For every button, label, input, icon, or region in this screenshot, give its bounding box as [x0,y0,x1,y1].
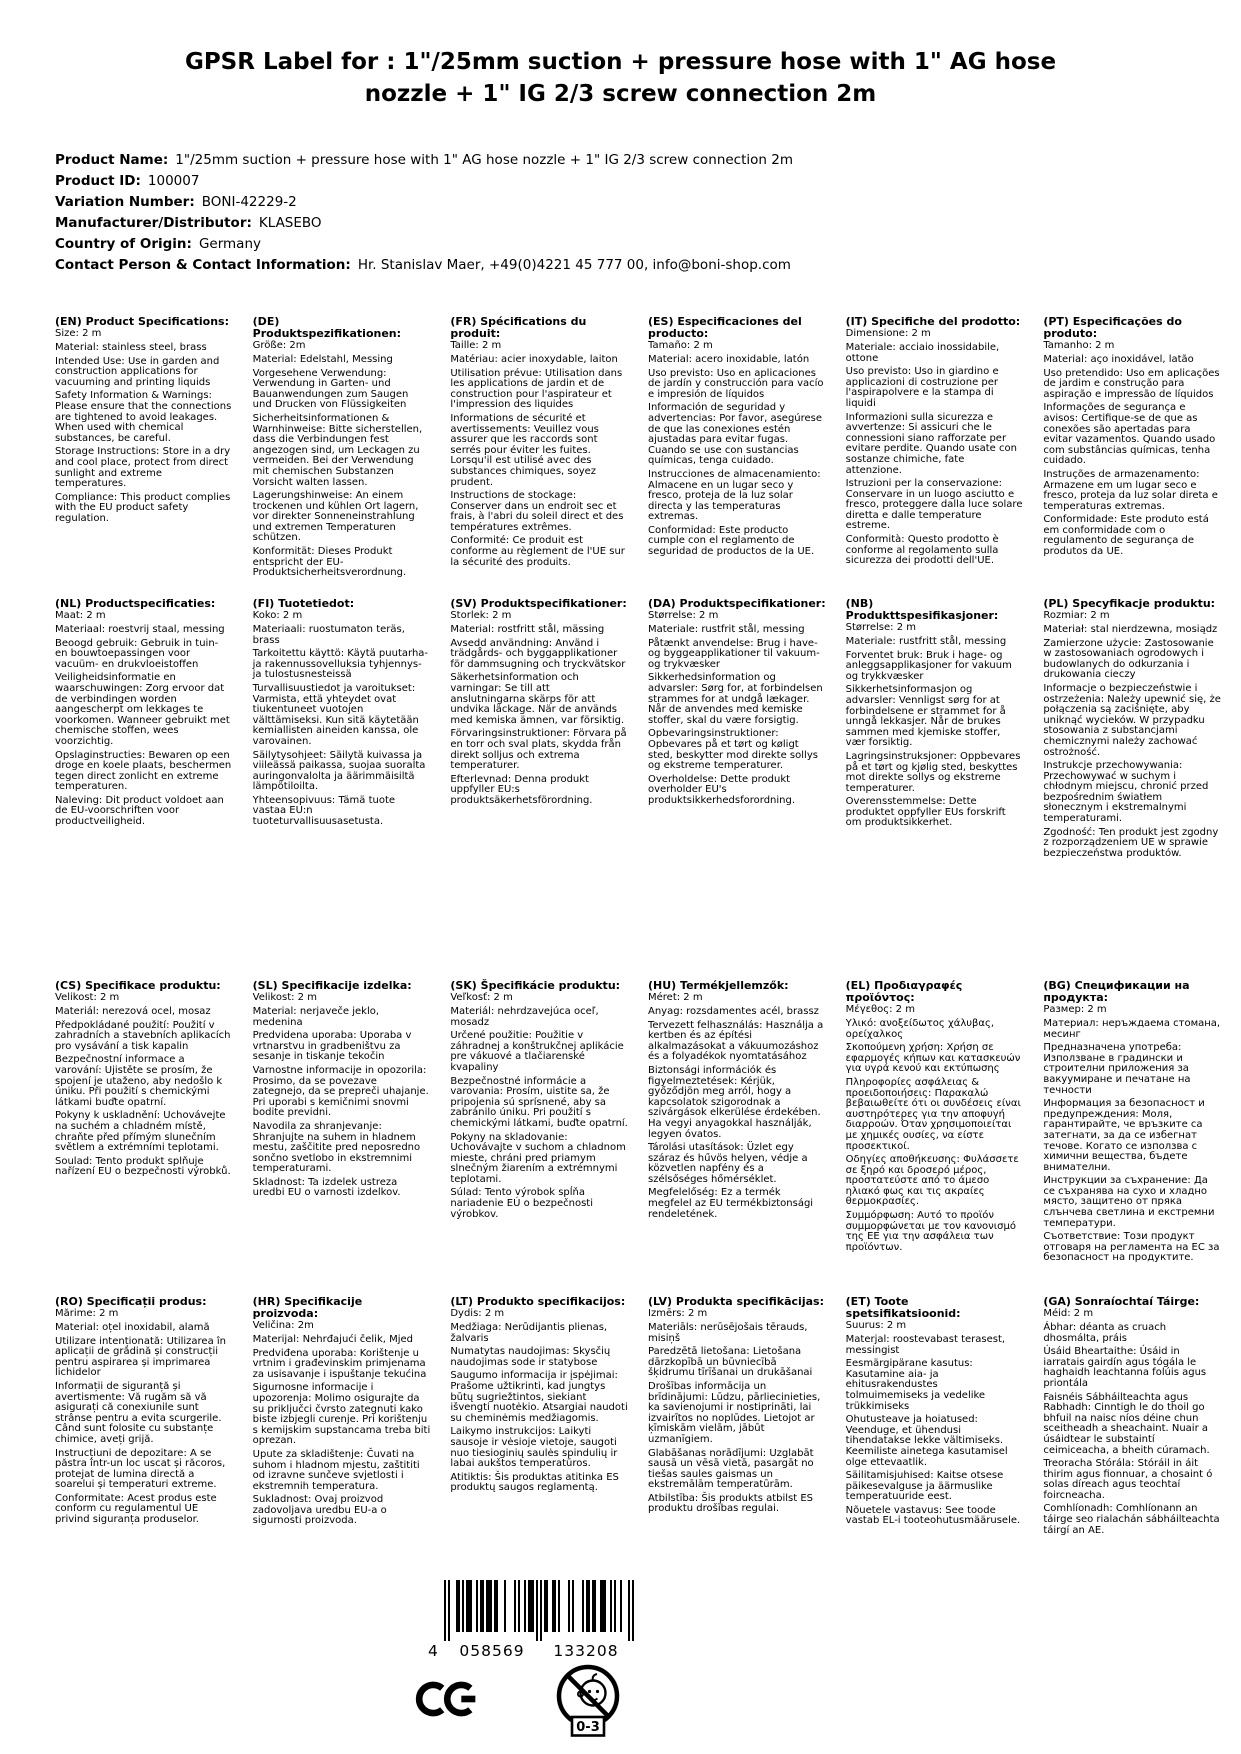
spec-paragraph: Informacje o bezpieczeństwie i ostrzeżenia: Należy upewnić się, że połączenia są zaciśnięte, aby uniknąć wycieków. W przypadku stosowania z substancjami chemicznymi należy zachować ostrożność. [1043,682,1221,758]
spec-paragraph: Pokyny k uskladnění: Uchovávejte na suchém a chladném místě, chraňte před přímým slunečním světlem a extrémními teplotami. [55,1110,226,1154]
spec-paragraph: Informações de segurança e avisos: Certifique-se de que as conexões são apertadas para evitar vazamentos. Quando usado com substâncias químicas, tenha cuidado. [1043,402,1216,467]
spec-paragraph: Konformität: Dieses Produkt entspricht der EU-Produktsicherheitsverordnung. [252,546,407,579]
spec-paragraph: Størrelse: 2 m [648,610,719,622]
spec-paragraph: Predvidena uporaba: Uporaba v vrtnarstvu in gradbeništvu za sesanje in tiskanje tekočin [252,1030,412,1063]
spec-block-title: (NL) Productspecificaties: [55,597,216,611]
spec-paragraph: Medžiaga: Nerūdijantis plienas, žalvaris [450,1321,608,1344]
spec-block-hu [648,980,826,1220]
spec-paragraph: Upute za skladištenje: Čuvati na suhom i hladnom mjestu, zaštititi od izravne sunčeve svjetlosti i ekstremnih temperatura. [252,1448,420,1492]
barcode-digit-group-right: 133208 [553,1642,619,1660]
spec-paragraph: Материал: неръждаема стомана, месинг [1043,1017,1221,1040]
barcode-digit-group-left: 058569 [459,1642,525,1660]
spec-block-et [846,1296,1024,1527]
spec-block-lv [648,1296,826,1515]
spec-paragraph: Dimensione: 2 m [845,328,931,340]
spec-block-title: (FI) Tuotetiedot: [252,597,355,611]
spec-block-title: (HU) Termékjellemzők: [648,979,789,993]
spec-paragraph: Material: oțel inoxidabil, alamă [55,1321,210,1333]
spec-paragraph: Material: Edelstahl, Messing [252,353,393,365]
spec-block-title: (PT) Especificações do produto: [1043,315,1182,341]
spec-paragraph: Sigurnosne informacije i upozorenja: Molimo osigurajte da su priključci čvrsto zategnuti kako biste izbjegli curenje. Pri korištenju s kemijskim supstancama treba biti oprezan. [252,1382,431,1447]
age-warning-label: 0-3 [576,1720,600,1735]
product-info-label: Country of Origin: [55,236,192,253]
spec-block-de [253,316,431,578]
spec-paragraph: Suurus: 2 m [845,1320,907,1332]
spec-block-title: (SV) Produktspecifikationer: [450,597,627,611]
spec-block-title: (LV) Produkta specifikācijas: [648,1295,824,1309]
spec-block-title: (DA) Produktspecifikationer: [648,597,826,611]
spec-paragraph: Tamaño: 2 m [648,340,713,352]
spec-block-nb [846,598,1024,829]
spec-paragraph: Οδηγίες αποθήκευσης: Φυλάσσετε σε ξηρό και δροσερό μέρος, προστατεύστε από το άμεσο ηλιακό φως και τις ακραίες θερμοκρασίες. [845,1154,1019,1208]
spec-paragraph: Avsedd användning: Använd i trädgårds- och byggapplikationer för dammsugning och tryckvätskor [450,637,626,670]
spec-paragraph: Bezpečnostné informácie a varovania: Prosím, uistite sa, že pripojenia sú sprísnené, aby sa zabránilo úniku. Pri použití s chemickými látkami, buďte opatrní. [450,1075,628,1129]
spec-block-title: (EL) Προδιαγραφές προϊόντος: [845,979,963,1005]
spec-paragraph: Materiale: rustfrit stål, messing [648,623,805,635]
spec-paragraph: Atitiktis: Šis produktas atitinka ES produktų saugos reglamentą. [450,1471,619,1494]
spec-paragraph: Rozmiar: 2 m [1043,610,1110,622]
product-info-row [55,213,1181,234]
spec-block-ro [55,1296,233,1525]
spec-block-title: (ET) Toote spetsifikatsioonid: [845,1295,961,1321]
spec-paragraph: Size: 2 m [55,328,102,340]
spec-paragraph: Materiaal: roestvrij staal, messing [55,623,225,635]
product-info-label: Variation Number: [55,194,195,211]
spec-block-cs [55,980,233,1178]
spec-block-title: (IT) Specifiche del prodotto: [845,315,1021,329]
spec-paragraph: Größe: 2m [252,340,306,352]
spec-paragraph: Navodila za shranjevanje: Shranjujte na suhem in hladnem mestu, zaščitite pred neposredno sončno svetlobo in ekstremnimi temperaturami. [252,1120,421,1175]
spec-paragraph: Materiale: rustfritt stål, messing [845,635,1007,647]
spec-paragraph: Materiāls: nerūsējošais tērauds, misiņš [648,1321,808,1344]
spec-paragraph: Bezpečnostní informace a varování: Ujistěte se prosím, že spojení je utaženo, aby nedošlo k úniku. Při použití s chemickými látkami buďte opatrní. [55,1054,223,1108]
barcode-digit-first: 4 [428,1642,439,1660]
spec-paragraph: Glabāšanas norādījumi: Uzglabāt sausā un vēsā vietā, pasargāt no tiešas saules gaismas un ekstremālām temperatūrām. [648,1447,814,1491]
spec-paragraph: Tarkoitettu käyttö: Käytä puutarha- ja rakennussovelluksia tyhjennys- ja tulostusnesteissä [252,648,429,681]
spec-block-hr [253,1296,431,1527]
spec-paragraph: Určené použitie: Použitie v záhradnej a konštrukčnej aplikácie pre vákuové a tlačiarenské kvapaliny [450,1030,624,1073]
spec-paragraph: Sikkerhetsinformasjon og advarsler: Vennligst sørg for at forbindelsene er strammet for å unngå lekkasjer. Når de brukes sammen med kjemiske stoffer, vær forsiktig. [845,684,1006,749]
spec-paragraph: Съответствие: Този продукт отговаря на регламента на ЕС за безопасност на продуктите. [1043,1231,1220,1264]
spec-paragraph: Faisnéis Sábháilteachta agus Rabhadh: Cinntigh le do thoil go bhfuil na naisc níos déine chun sceitheadh a sheachaint. Nuair a úsáidtear le substaintí ceimiceacha, a bheith cúramach. [1043,1391,1210,1456]
spec-paragraph: Soulad: Tento produkt splňuje nařízení EU o bezpečnosti výrobků. [55,1155,231,1178]
spec-paragraph: Informazioni sulla sicurezza e avvertenze: Si assicuri che le connessioni siano rafforzate per evitare perdite. Quando usate con sostanze chimiche, fate attenzione. [845,411,1017,476]
spec-block-fr [450,316,628,568]
spec-paragraph: Zamierzone użycie: Zastosowanie w zastosowaniach ogrodowych i budowlanych do odkurzania i drukowania cieczy [1043,637,1214,681]
spec-paragraph: Anyag: rozsdamentes acél, brassz [648,1005,819,1017]
spec-block-it [846,316,1024,566]
spec-paragraph: Yhteensopivuus: Tämä tuote vastaa EU:n tuoteturvallisuusasetusta. [252,794,396,828]
spec-paragraph: Atbilstība: Šis produkts atbilst ES produktu drošības regulai. [648,1492,814,1515]
spec-paragraph: Conformità: Questo prodotto è conforme al regolamento sulla sicurezza dei prodotti dell'UE. [845,534,999,567]
spec-paragraph: Numatytas naudojimas: Skysčių naudojimas sode ir statybose [450,1346,611,1368]
spec-paragraph: Uso previsto: Uso in giardino e applicazioni di costruzione per l'aspirapolvere e la stampa di liquidi [845,366,999,409]
spec-paragraph: Størrelse: 2 m [845,622,916,634]
spec-paragraph: Sukladnost: Ovaj proizvod zadovoljava uredbu EU-a o sigurnosti proizvoda. [252,1494,387,1527]
spec-paragraph: Instrukcje przechowywania: Przechowywać w suchym i chłodnym miejscu, chronić przed bezpośrednim światłem słonecznym i ekstremalnymi temperaturami. [1043,760,1209,825]
product-info-label: Product Name: [55,152,169,169]
spec-paragraph: Overensstemmelse: Dette produktet oppfyller EUs forskrift om produktsikkerhet. [845,796,1006,829]
spec-paragraph: Размер: 2 m [1043,1004,1107,1016]
spec-paragraph: Lagerungshinweise: An einem trockenen und kühlen Ort lagern, vor direkter Sonneneinstrahlung und extremen Temperaturen schützen. [252,490,419,544]
ean13-barcode [428,1580,640,1664]
spec-block-sk [450,980,628,1220]
spec-block-title: (SL) Specifikacije izdelka: [252,979,412,993]
spec-paragraph: Utilisation prévue: Utilisation dans les applications de jardin et de construction pour l'aspirateur et l'impression des liquides [450,367,623,411]
spec-paragraph: Storage Instructions: Store in a dry and cool place, protect from direct sunlight and extreme temperatures. [55,446,231,490]
spec-paragraph: Veľkosť: 2 m [450,992,513,1004]
spec-paragraph: Uso previsto: Uso en aplicaciones de jardín y construcción para vacío e impresión de líquidos [648,367,824,400]
spec-block-lt [450,1296,628,1494]
spec-paragraph: Instruções de armazenamento: Armazene em um lugar seco e fresco, proteja da luz solar direta e temperaturas extremas. [1043,468,1218,512]
spec-paragraph: Pokyny na skladovanie: Uchovávajte v suchom a chladnom mieste, chráni pred priamym slnečným žiarením a extrémnymi teplotami. [450,1131,626,1185]
spec-paragraph: Súlad: Tento výrobok spĺňa nariadenie EÚ o bezpečnosti výrobkov. [450,1187,593,1220]
spec-paragraph: Informații de siguranță și avertismente: Vă rugăm să vă asigurați că conexiunile sunt strânse pentru a evita scurgerile. Când sunt folosite cu substanțe chimice, aveți grijă. [55,1380,222,1445]
spec-paragraph: Storlek: 2 m [450,610,512,622]
spec-paragraph: Předpokládané použití: Použití v zahradních a stavebních aplikacích pro vysávání a tisk kapalin [55,1019,231,1052]
spec-paragraph: Istruzioni per la conservazione: Conservare in un luogo asciutto e fresco, proteggere dalla luce solare diretta e dalle temperature estreme. [845,478,1023,532]
product-info-value: 1"/25mm suction + pressure hose with 1" AG hose nozzle + 1" IG 2/3 screw connection 2m [175,152,793,169]
spec-paragraph: Material: acero inoxidable, latón [648,353,810,365]
spec-paragraph: Nõuetele vastavus: See toode vastab EL-i tooteohutusmäärusele. [845,1504,1021,1527]
spec-block-title: (SK) Špecifikácie produktu: [450,979,621,993]
spec-paragraph: Conformidade: Este produto está em conformidade com o regulamento de segurança de produtos da UE. [1043,514,1209,558]
product-info-row [55,150,1181,171]
spec-paragraph: Matériau: acier inoxydable, laiton [450,353,618,365]
spec-paragraph: Méret: 2 m [648,992,703,1004]
spec-paragraph: Информация за безопасност и предупреждения: Моля, гарантирайте, че връзките са затегнати, за да се избегнат течове. Когато се използва с химични вещества, бъдете внимателни. [1043,1098,1205,1173]
spec-block-title: (DE) Produktspezifikationen: [252,315,402,341]
product-info-label: Contact Person & Contact Information: [55,257,351,274]
spec-paragraph: Material: nerjaveče jeklo, medenina [252,1005,380,1028]
spec-paragraph: Intended Use: Use in garden and construction applications for vacuuming and printing liquids [55,355,220,388]
spec-paragraph: Ohutusteave ja hoiatused: Veenduge, et ühendusi tihendatakse lekke vältimiseks. Keemiliste ainetega kasutamisel olge ettevaatlik. [845,1414,1008,1468]
spec-paragraph: Dydis: 2 m [450,1308,505,1320]
spec-paragraph: Compliance: This product complies with the EU product safety regulation. [55,491,231,524]
spec-paragraph: Megfelelőség: Ez a termék megfelel az EU termékbiztonsági rendeletének. [648,1187,814,1220]
spec-paragraph: Eesmärgipärane kasutus: Kasutamine aia- ja ehitusrakendustes tolmuimemiseks ja vedelike trükkimiseks [845,1358,986,1412]
spec-paragraph: Paredzētā lietošana: Lietošana dārzkopībā un būvniecībā šķidrumu tīrīšanai un drukāšanai [648,1346,813,1379]
page-title: GPSR Label for : 1"/25mm suction + pressure hose with 1" AG hose nozzle + 1" IG 2/3 screw connection 2m [184,49,1057,108]
spec-paragraph: Opslaginstructies: Bewaren op een droge en koele plaats, beschermen tegen direct zonlicht en extreme temperaturen. [55,749,232,793]
spec-paragraph: Zgodność: Ten produkt jest zgodny z rozporządzeniem UE w sprawie bezpieczeństwa produktów. [1043,826,1219,859]
spec-paragraph: Taille: 2 m [450,340,502,352]
spec-block-fi [253,598,431,827]
spec-paragraph: Lagringsinstruksjoner: Oppbevares på et tørt og kjølig sted, beskyttes mot direkte sollys og ekstreme temperaturer. [845,750,1021,794]
spec-paragraph: Materijal: Nehrđajući čelik, Mjed [252,1333,413,1345]
spec-paragraph: Comhlíonadh: Comhlíonann an táirge seo rialachán sábháilteachta táirgí an AE. [1043,1503,1220,1536]
spec-block-title: (HR) Specifikacije proizvoda: [252,1295,363,1321]
spec-paragraph: Overholdelse: Dette produkt overholder EU's produktsikkerhedsforordning. [648,773,796,806]
spec-paragraph: Materiál: nehrdzavejúca oceľ, mosadz [450,1005,599,1028]
spec-paragraph: Πληροφορίες ασφάλειας & προειδοποιήσεις: Παρακαλώ βεβαιωθείτε ότι οι συνδέσεις είναι αυστηρότερες για την αποφυγή διαρροών. Όταν χρησιμοποιείται με χημικές ουσίες, να είστε προσεκτικοί. [845,1076,1021,1152]
spec-block-bg [1043,980,1221,1264]
spec-paragraph: Tamanho: 2 m [1043,340,1115,352]
spec-paragraph: Materjal: roostevabast terasest, messingist [845,1333,1006,1356]
spec-paragraph: Velikost: 2 m [55,992,120,1004]
spec-paragraph: Uso pretendido: Uso em aplicações de jardim e construção para aspiração e impressão de líquidos [1043,367,1220,400]
spec-paragraph: Informations de sécurité et avertissements: Veuillez vous assurer que les raccords sont serrés pour éviter les fuites. Lorsqu'il est utilisé avec des substances chimiques, soyez prudent. [450,412,599,488]
spec-block-pl [1043,598,1221,859]
spec-paragraph: Utilizare intenționată: Utilizarea în aplicații de grădină și construcții pentru aspirarea și imprimarea lichidelor [55,1335,227,1379]
spec-paragraph: Mărime: 2 m [55,1308,119,1320]
spec-paragraph: Säilitamisjuhised: Kaitse otsese päikesevalguse ja äärmuslike temperatuuride eest. [845,1470,1004,1503]
spec-block-ga [1043,1296,1221,1536]
spec-paragraph: Efterlevnad: Denna produkt uppfyller EU:s produktsäkerhetsförordning. [450,773,593,806]
product-info-row [55,255,1181,276]
product-info-label: Manufacturer/Distributor: [55,215,252,232]
spec-paragraph: Koko: 2 m [252,610,303,622]
product-info-value: KLASEBO [258,215,322,232]
spec-paragraph: Predviđena uporaba: Korištenje u vrtnim i građevinskim primjenama za usisavanje i ispuštanje tekućina [252,1347,427,1380]
spec-paragraph: Υλικό: ανοξείδωτος χάλυβας, ορείχαλκος [845,1017,995,1040]
spec-paragraph: Инструкции за съхранение: Да се съхранява на сухо и хладно място, защитено от пряка слънчева светлина и екстремни температури. [1043,1175,1215,1229]
product-info-row [55,192,1181,213]
spec-paragraph: Veiligheidsinformatie en waarschuwingen: Zorg ervoor dat de verbindingen worden aangescherpt om lekkages te voorkomen. Wanneer gebruikt met chemische stoffen, wees voorzichtig. [55,672,230,747]
spec-paragraph: Méid: 2 m [1043,1308,1094,1320]
product-info [55,150,1181,276]
spec-paragraph: Påtænkt anvendelse: Brug i have- og byggeapplikationer til vakuum- og trykvæsker [648,637,820,670]
spec-paragraph: Instrucciones de almacenamiento: Almacene en un lugar seco y fresco, proteja de la luz solar directa y las temperaturas extremas. [648,468,821,523]
spec-paragraph: Treoracha Stórála: Stóráil in áit thirim agus fionnuar, a chosaint ó solas díreach agus teochtaí foircneacha. [1043,1458,1213,1501]
spec-block-title: (PL) Specyfikacje produktu: [1043,597,1216,611]
spec-block-title: (BG) Спецификации на продукта: [1043,979,1190,1005]
spec-block-el [846,980,1024,1253]
spec-paragraph: Maat: 2 m [55,610,106,622]
spec-paragraph: Sikkerhedsinformation og advarsler: Sørg for, at forbindelsen strammes for at undgå lækager. Når de anvendes med kemiske stoffer, skal du være forsigtig. [648,672,823,726]
spec-paragraph: Forventet bruk: Bruk i hage- og anleggsapplikasjoner for vakuum og trykkvæsker [845,649,1012,682]
spec-block-title: (NB) Produkttspesifikasjoner: [845,597,999,623]
spec-paragraph: Instructions de stockage: Conserver dans un endroit sec et frais, à l'abri du soleil direct et des températures extrêmes. [450,490,624,533]
spec-paragraph: Saugumo informacija ir įspėjimai: Prašome užtikrinti, kad jungtys būtų sugriežtintos, siekiant išvengti nuotėkio. Atsargiai naudoti su cheminėmis medžiagomis. [450,1370,628,1424]
spec-paragraph: Izmērs: 2 m [648,1308,708,1320]
spec-paragraph: Tervezett felhasználás: Használja a kertben és az építési alkalmazásokat a vákuumozáshoz és a folyadékok nyomtatásához [648,1019,824,1063]
spec-paragraph: Vorgesehene Verwendung: Verwendung in Garten- und Bauanwendungen zum Saugen und Drucken von Flüssigkeiten [252,367,409,411]
spec-paragraph: Safety Information & Warnings: Please ensure that the connections are tightened to avoid leakages. When used with chemical substances, be careful. [55,390,232,444]
spec-paragraph: Velikost: 2 m [252,992,317,1004]
product-info-value: 100007 [147,173,200,190]
product-info-value: Germany [198,236,261,253]
spec-block-title: (FR) Spécifications du produit: [450,315,587,341]
spec-paragraph: Instrucțiuni de depozitare: A se păstra într-un loc uscat și răcoros, protejat de lumina directă a soarelui și temperaturi extreme. [55,1447,226,1491]
spec-paragraph: Material: aço inoxidável, latão [1043,353,1194,365]
spec-paragraph: Skladnost: Ta izdelek ustreza uredbi EU o varnosti izdelkov. [252,1176,401,1199]
spec-block-es [648,316,826,557]
spec-paragraph: Tárolási utasítások: Üzlet egy száraz és hűvös helyen, védje a közvetlen napfény és a szélsőséges hőmérséklet. [648,1142,808,1185]
product-info-value: BONI-42229-2 [201,194,297,211]
spec-paragraph: Conformitate: Acest produs este conform cu regulamentul UE privind siguranța produselor. [55,1492,217,1526]
spec-paragraph: Conformidad: Este producto cumple con el reglamento de seguridad de productos de la UE. [648,524,815,558]
spec-paragraph: Información de seguridad y advertencias: Por favor, asegúrese de que las conexiones estén ajustadas para evitar fugas. Cuando se use con sustancias químicas, tenga cuidado. [648,402,823,467]
product-info-label: Product ID: [55,173,141,190]
spec-paragraph: Συμμόρφωση: Αυτό το προϊόν συμμορφώνεται με τον κανονισμό της ΕΕ για την ασφάλεια των προϊόντων. [845,1210,1016,1253]
spec-paragraph: Säilytysohjeet: Säilytä kuivassa ja viileässä paikassa, suojaa suoralta auringonvalolta ja äärimmäisiltä lämpötiloilta. [252,749,426,793]
spec-paragraph: Ábhar: déanta as cruach dhosmálta, práis [1043,1321,1167,1344]
spec-paragraph: Naleving: Dit product voldoet aan de EU-voorschriften voor productveiligheid. [55,794,224,828]
spec-paragraph: Laikymo instrukcijos: Laikyti sausoje ir vėsioje vietoje, saugoti nuo tiesioginių saulės spindulių ir labai aukštos temperatūros. [450,1426,618,1470]
spec-paragraph: Turvallisuustiedot ja varoitukset: Varmista, että yhteydet ovat tiukentuneet vuotojen välttämiseksi. Kun sitä käytetään kemiallisten aineiden kanssa, ole varovainen. [252,682,419,747]
spec-paragraph: Materiał: stal nierdzewna, mosiądz [1043,623,1218,635]
spec-paragraph: Materiaali: ruostumaton teräs, brass [252,623,405,646]
spec-paragraph: Úsáid Bheartaithe: Úsáid in iarratais gairdín agus tógála le haghaidh leachtanna folúis agus priontála [1043,1346,1207,1389]
ce-mark-icon [414,1676,482,1726]
spec-paragraph: Opbevaringsinstruktioner: Opbevares på et tørt og køligt sted, beskytter mod direkte sollys og ekstreme temperaturer. [648,728,818,772]
spec-paragraph: Varnostne informacije in opozorila: Prosimo, da se povezave zategnejo, da se prepreči uhajanje. Pri uporabi s kemičnimi snovmi bodite previdni. [252,1064,429,1119]
spec-paragraph: Materiale: acciaio inossidabile, ottone [845,341,1000,364]
spec-paragraph: Material: rostfritt stål, mässing [450,623,605,635]
spec-paragraph: Conformité: Ce produit est conforme au règlement de l'UE sur la sécurité des produits. [450,535,625,568]
spec-paragraph: Sicherheitsinformationen & Warnhinweise: Bitte sicherstellen, dass die Verbindungen fest angezogen sind, um Leckagen zu vermeiden. Bei der Verwendung mit chemischen Substanzen Vorsicht walten lassen. [252,412,423,488]
spec-paragraph: Beoogd gebruik: Gebruik in tuin- en bouwtoepassingen voor vacuüm- en drukvloeistoffen [55,637,219,670]
language-specs-grid [55,316,1221,1536]
spec-paragraph: Предназначена употреба: Използване в градински и строителни приложения за вакуумиране и печатане на течности [1043,1042,1191,1096]
spec-paragraph: Veličina: 2m [252,1320,314,1332]
product-info-row [55,234,1181,255]
spec-block-sv [450,598,628,806]
spec-block-nl [55,598,233,827]
spec-block-title: (RO) Specificații produs: [55,1295,207,1309]
spec-block-title: (GA) Sonraíochtaí Táirge: [1043,1295,1200,1309]
spec-block-title: (EN) Product Specifications: [55,315,229,329]
spec-paragraph: Σκοπούμενη χρήση: Χρήση σε εφαρμογές κήπων και κατασκευών για υγρά κενού και εκτύπωσης [845,1042,1021,1075]
spec-paragraph: Drošības informācija un brīdinājumi: Lūdzu, pārliecinieties, ka savienojumi ir nostiprināti, lai izvairītos no noplūdes. Lietojot ar ķīmiskām vielām, jābūt uzmanīgiem. [648,1380,821,1445]
spec-block-pt [1043,316,1221,557]
spec-block-sl [253,980,431,1199]
spec-paragraph: Säkerhetsinformation och varningar: Se till att anslutningarna skärps för att undvika läckage. När de används med kemiska ämnen, var försiktig. [450,672,625,726]
barcode-bars [428,1580,640,1660]
product-info-value: Hr. Stanislav Maer, +49(0)4221 45 777 00, info@boni-shop.com [357,257,791,274]
spec-paragraph: Materiál: nerezová ocel, mosaz [55,1005,211,1017]
spec-block-title: (ES) Especificaciones del producto: [648,315,802,341]
age-warning-0-3-icon [549,1660,627,1744]
spec-block-da [648,598,826,806]
spec-block-title: (LT) Produkto specifikacijos: [450,1295,626,1309]
spec-paragraph: Förvaringsinstruktioner: Förvara på en torr och sval plats, skydda från direkt solljus och extrema temperaturer. [450,728,627,772]
spec-paragraph: Μέγεθος: 2 m [845,1004,915,1016]
spec-paragraph: Material: stainless steel, brass [55,341,207,353]
spec-block-title: (CS) Specifikace produktu: [55,979,221,993]
product-info-row [55,171,1181,192]
spec-block-en [55,316,233,524]
spec-paragraph: Biztonsági információk és figyelmeztetések: Kérjük, győződjön meg arról, hogy a kapcsolatok szigorodnak a szivárgások elkerülése érdekében. Ha vegyi anyagokkal használják, legyen óvatos. [648,1064,821,1140]
